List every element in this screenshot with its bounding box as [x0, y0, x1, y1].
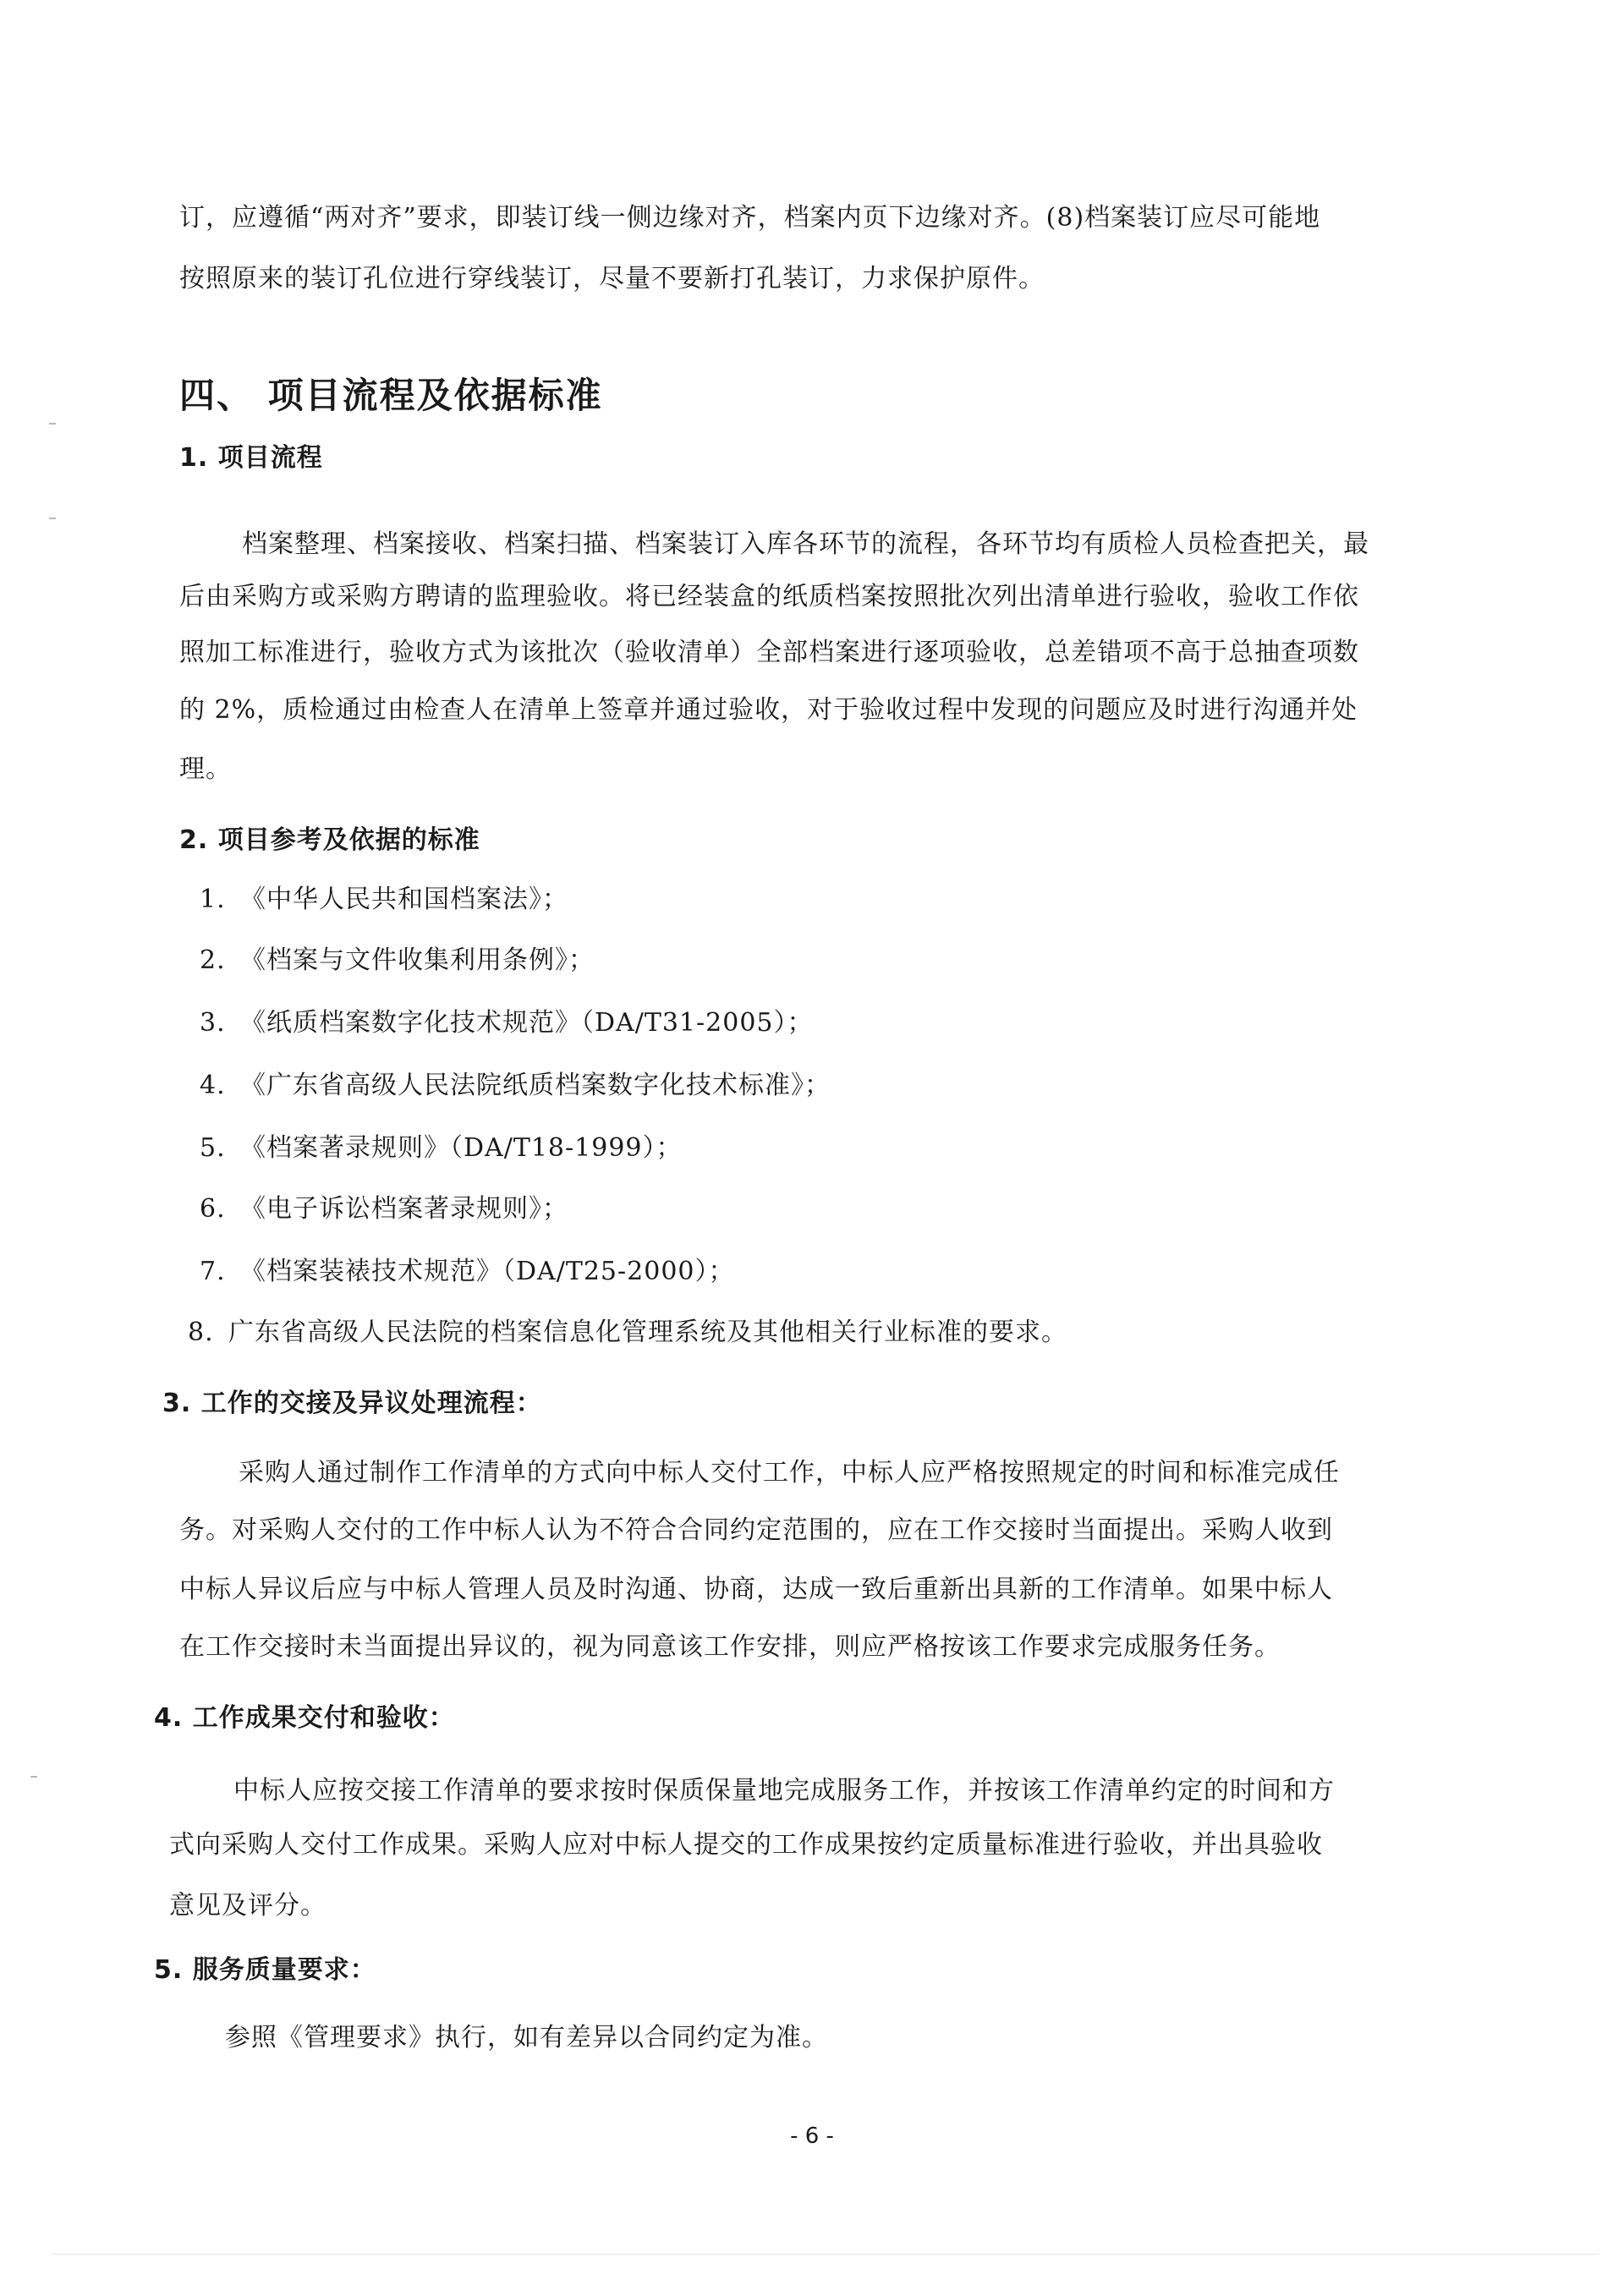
- list-item-text: 《纸质档案数字化技术规范》（DA/T31-2005）；: [240, 1008, 814, 1038]
- handover-heading: 3. 工作的交接及异议处理流程：: [162, 1389, 542, 1418]
- intro-line-1: 订，应遵循“两对齐”要求，即装订线一侧边缘对齐，档案内页下边缘对齐。(8)档案装订应尽可能地: [179, 203, 1321, 233]
- standards-list-item: [200, 883, 568, 917]
- handover-line: 采购人通过制作工作清单的方式向中标人交付工作，中标人应严格按照规定的时间和标准完成任: [239, 1458, 1340, 1488]
- list-item-number: 3.: [200, 1008, 226, 1038]
- scan-mark: [49, 423, 56, 425]
- list-item-text: 《档案与文件收集利用条例》；: [240, 945, 595, 975]
- standards-list-item: [188, 1316, 1067, 1350]
- section-title: 四、 项目流程及依据标准: [179, 375, 603, 416]
- delivery-heading: 4. 工作成果交付和验收：: [154, 1703, 455, 1733]
- standards-list-item: [200, 1255, 735, 1289]
- list-item-number: 6.: [200, 1194, 226, 1224]
- standards-list-item: [200, 944, 595, 978]
- page-bottom-rule: [51, 2254, 1599, 2255]
- standards-list-item: [200, 1006, 814, 1040]
- list-item-number: 7.: [200, 1257, 226, 1286]
- list-item-text: 《中华人民共和国档案法》；: [240, 885, 568, 914]
- process-line: 的 2%，质检通过由检查人在清单上签章并通过验收，对于验收过程中发现的问题应及时进行沟通并处: [179, 695, 1358, 725]
- process-heading: 1. 项目流程: [179, 443, 323, 473]
- list-item-text: 《广东省高级人民法院纸质档案数字化技术标准》；: [240, 1071, 831, 1100]
- list-item-text: 《电子诉讼档案著录规则》；: [240, 1194, 568, 1224]
- scan-mark: [30, 1776, 37, 1778]
- standards-list-item: [200, 1132, 683, 1165]
- list-item-number: 4.: [200, 1071, 226, 1100]
- process-line: 档案整理、档案接收、档案扫描、档案装订入库各环节的流程，各环节均有质检人员检查把关，最: [242, 529, 1369, 559]
- handover-line: 中标人异议后应与中标人管理人员及时沟通、协商，达成一致后重新出具新的工作清单。如果中标人: [179, 1575, 1333, 1604]
- standards-list-item: [200, 1069, 831, 1103]
- handover-line: 在工作交接时未当面提出异议的，视为同意该工作安排，则应严格按该工作要求完成服务任务。: [179, 1632, 1281, 1662]
- list-item-number: 2.: [200, 945, 226, 975]
- process-line: 理。: [179, 754, 232, 784]
- list-item-number: 1.: [200, 885, 226, 914]
- standards-heading: 2. 项目参考及依据的标准: [179, 825, 480, 855]
- list-item-number: 5.: [200, 1133, 226, 1163]
- list-item-text: 《档案著录规则》（DA/T18-1999）；: [240, 1133, 683, 1163]
- list-item-text: 《档案装裱技术规范》（DA/T25-2000）；: [240, 1257, 735, 1286]
- list-item-text: 广东省高级人民法院的档案信息化管理系统及其他相关行业标准的要求。: [228, 1318, 1067, 1347]
- quality-line: 参照《管理要求》执行，如有差异以合同约定为准。: [225, 2023, 828, 2052]
- process-line: 后由采购方或采购方聘请的监理验收。将已经装盒的纸质档案按照批次列出清单进行验收，验收工作依: [179, 582, 1359, 611]
- delivery-line: 意见及评分。: [169, 1891, 326, 1921]
- intro-line-2: 按照原来的装订孔位进行穿线装订，尽量不要新打孔装订，力求保护原件。: [179, 264, 1045, 293]
- process-line: 照加工标准进行，验收方式为该批次（验收清单）全部档案进行逐项验收，总差错项不高于总抽查项数: [179, 638, 1359, 667]
- scan-mark: [49, 518, 56, 519]
- page-number: - 6 -: [790, 2123, 834, 2149]
- delivery-line: 式向采购人交付工作成果。采购人应对中标人提交的工作成果按约定质量标准进行验收，并出具验收: [169, 1830, 1323, 1860]
- handover-line: 务。对采购人交付的工作中标人认为不符合合同约定范围的，应在工作交接时当面提出。采购人收到: [179, 1515, 1333, 1545]
- standards-list-item: [200, 1192, 568, 1226]
- quality-heading: 5. 服务质量要求：: [154, 1955, 376, 1985]
- delivery-line: 中标人应按交接工作清单的要求按时保质保量地完成服务工作，并按该工作清单约定的时间和方: [233, 1776, 1335, 1806]
- list-item-number: 8.: [188, 1318, 214, 1347]
